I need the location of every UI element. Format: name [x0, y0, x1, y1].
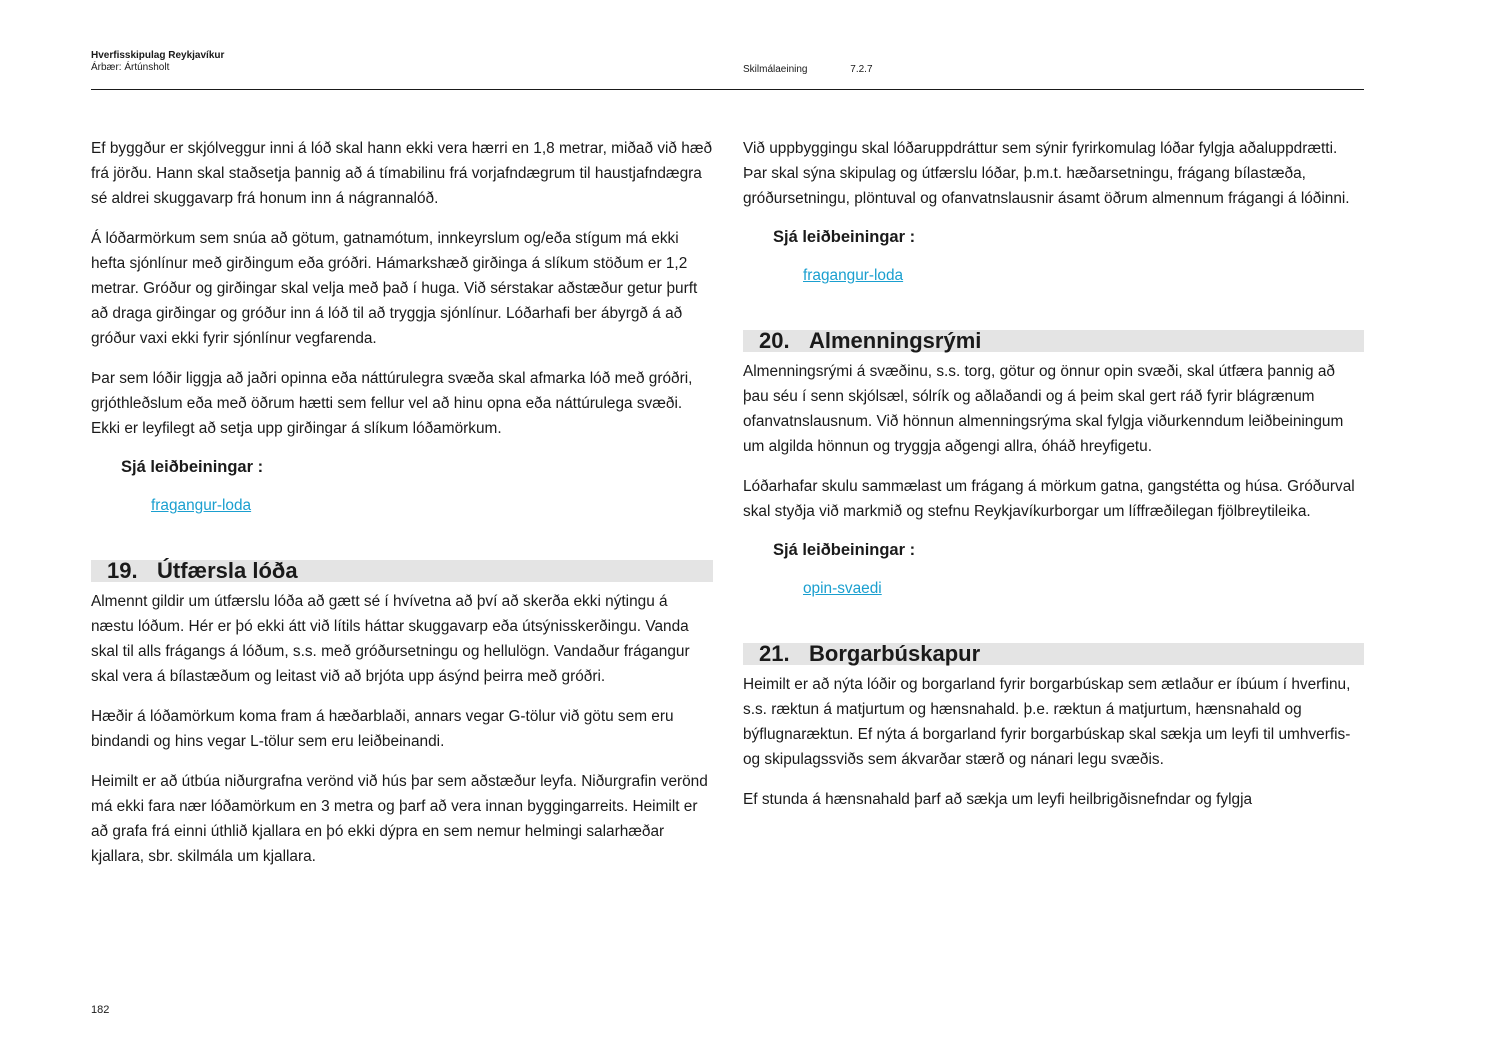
- paragraph: Heimilt er að útbúa niðurgrafna verönd við hús þar sem aðstæður leyfa. Niðurgrafin verönd má ekki fara nær lóðamörkum en 3 metra og þarf að vera innan byggingarreits. Heimilt er að grafa frá einni úthlið kjallara en þó ekki dýpra en sem nemur helmingi salarhæðar kjallara, sbr. skilmála um kjallara.: [91, 773, 708, 865]
- paragraph: Ef stunda á hænsnahald þarf að sækja um leyfi heilbrigðisnefndar og fylgja: [743, 791, 1253, 808]
- paragraph: Almenningsrými á svæðinu, s.s. torg, götur og önnur opin svæði, skal útfæra þannig að þau séu í senn skjólsæl, sólrík og aðlaðandi og á þeim skal gert ráð fyrir blágrænum ofanvatnslausnum. Við hönnun almenningsrýma skal fylgja viðurkenndum leiðbeiningum um algilda hönnun og tryggja aðgengi allra, óháð hreyfigetu.: [743, 363, 1344, 455]
- paragraph: Á lóðarmörkum sem snúa að götum, gatnamótum, innkeyrslum og/eða stígum má ekki hefta sjónlínur með girðingum eða gróðri. Hámarkshæð girðinga á slíkum stöðum er 1,2 metrar. Gróður og girðingar skal velja með það í huga. Við sérstakar aðstæður getur þurft að draga girðingar og gróður inn á lóð til að tryggja sjónlínur. Lóðarhafi ber ábyrgð á að gróður vaxi ekki fyrir sjónlínur vegfarenda.: [91, 230, 698, 347]
- paragraph: Heimilt er að nýta lóðir og borgarland fyrir borgarbúskap sem ætlaður er íbúum í hverfinu, s.s. ræktun á matjurtum og hænsnahald. þ.e. ræktun á matjurtum, hænsnahald og býflugnaræktun. Ef nýta á borgarland fyrir borgarbúskap skal sækja um leyfi til umhverfis- og skipulagssviðs sem ákvarðar stærð og nánari legu svæðis.: [743, 676, 1351, 768]
- left-column: [91, 136, 713, 884]
- paragraph: Almennt gildir um útfærslu lóða að gætt sé í hvívetna að því að skerða ekki nýtingu á næstu lóðum. Hér er þó ekki átt við lítils háttar skuggavarp eða útsýnisskerðingu. Vanda skal til alls frágangs á lóðum, s.s. með gróðursetningu og hellulögn. Vandaður frágangur skal vera á bílastæðum og leitast við að brjóta upp ásýnd þeirra með gróðri.: [91, 593, 690, 685]
- section-number: 19.: [107, 558, 138, 583]
- section-code: 7.2.7: [850, 64, 873, 75]
- section-heading-21: [743, 643, 1364, 665]
- document-subtitle: Árbær: Ártúnsholt: [91, 62, 170, 73]
- section-label: Skilmálaeining: [743, 64, 808, 75]
- see-guidelines-label: Sjá leiðbeiningar :: [773, 228, 916, 246]
- section-number: 21.: [759, 641, 790, 666]
- paragraph: Við uppbyggingu skal lóðaruppdráttur sem sýnir fyrirkomulag lóðar fylgja aðaluppdrætti. Þar skal sýna skipulag og útfærslu lóðar, þ.m.t. hæðarsetningu, frágang bílastæða, gróðursetningu, plöntuval og ofanvatnslausnir ásamt öðrum almennum frágangi á lóðinni.: [743, 140, 1350, 207]
- document-header: [91, 50, 224, 74]
- header-divider: [91, 89, 1364, 90]
- section-info: [743, 64, 873, 75]
- paragraph: Ef byggður er skjólveggur inni á lóð skal hann ekki vera hærri en 1,8 metrar, miðað við hæð frá jörðu. Hann skal staðsetja þannig að á tímabilinu frá vorjafndægrum til haustjafndægra sé aldrei skuggavarp frá honum inn á nágrannalóð.: [91, 140, 713, 207]
- section-heading-19: [91, 560, 713, 582]
- section-heading-20: [743, 330, 1364, 352]
- guideline-link-fragangur-loda[interactable]: fragangur-loda: [803, 267, 904, 284]
- paragraph: Hæðir á lóðamörkum koma fram á hæðarblaði, annars vegar G-tölur við götu sem eru bindandi og hins vegar L-tölur sem eru leiðbeinandi.: [91, 708, 674, 750]
- section-title: Almenningsrými: [809, 328, 982, 353]
- document-title: Hverfisskipulag Reykjavíkur: [91, 50, 225, 61]
- paragraph: Þar sem lóðir liggja að jaðri opinna eða náttúrulegra svæða skal afmarka lóð með gróðri, grjóthleðslum eða með öðrum hætti sem fellur vel að hinu opna eða náttúrulega svæði. Ekki er leyfilegt að setja upp girðingar á slíkum lóðamörkum.: [91, 370, 693, 437]
- see-guidelines-label: Sjá leiðbeiningar :: [121, 458, 264, 476]
- paragraph: Lóðarhafar skulu sammælast um frágang á mörkum gatna, gangstétta og húsa. Gróðurval skal styðja við markmið og stefnu Reykjavíkurborgar um líffræðilegan fjölbreytileika.: [743, 478, 1355, 520]
- page-number: 182: [91, 1004, 110, 1016]
- right-column: [743, 136, 1364, 827]
- section-number: 20.: [759, 328, 790, 353]
- guideline-link-fragangur-loda[interactable]: fragangur-loda: [151, 497, 252, 514]
- section-title: Útfærsla lóða: [157, 558, 298, 583]
- section-title: Borgarbúskapur: [809, 641, 981, 666]
- guideline-link-opin-svaedi[interactable]: opin-svaedi: [803, 580, 882, 597]
- see-guidelines-label: Sjá leiðbeiningar :: [773, 541, 916, 559]
